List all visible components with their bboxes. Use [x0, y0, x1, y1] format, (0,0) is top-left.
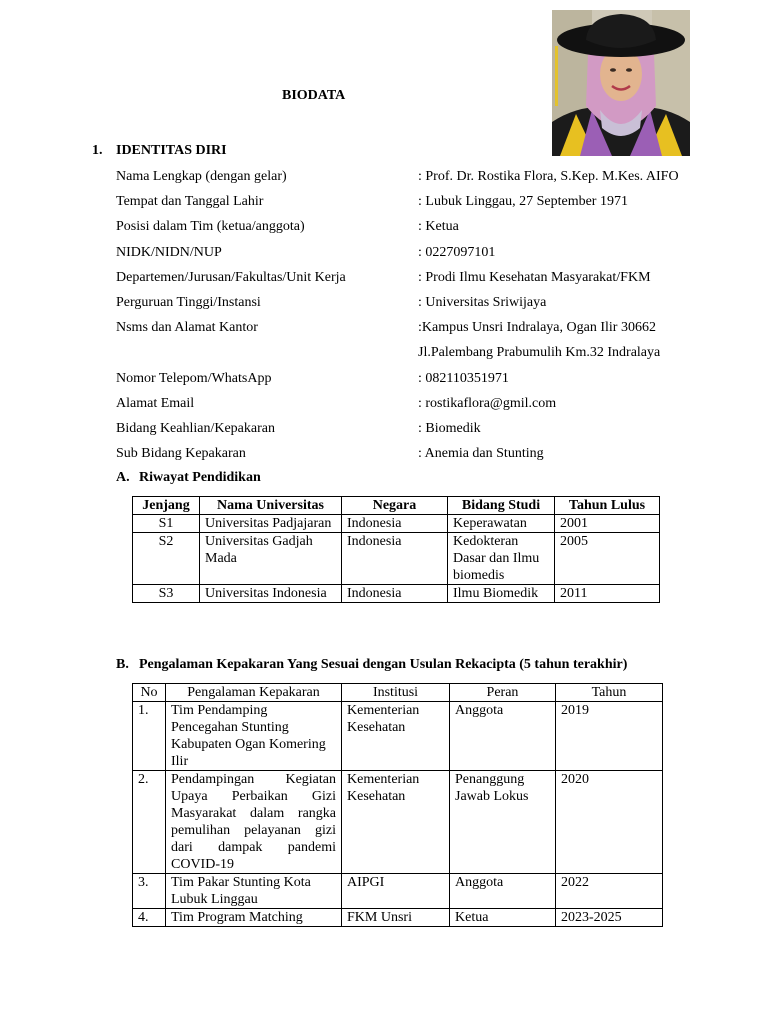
cell-field: Kedokteran Dasar dan Ilmu biomedis [448, 533, 555, 585]
cell-institution: FKM Unsri [342, 909, 450, 927]
cell-country: Indonesia [342, 533, 448, 585]
cell-experience: Pendampingan Kegiatan Upaya Perbaikan Gizi Masyarakat dalam rangka pemulihan pelayanan gizi dari dampak pandemi COVID-19 [166, 771, 342, 874]
identity-label: Perguruan Tinggi/Instansi [116, 295, 261, 310]
identity-value: : Ketua [418, 219, 459, 234]
identity-label: Nomor Telepom/WhatsApp [116, 371, 272, 386]
identity-label: Departemen/Jurusan/Fakultas/Unit Kerja [116, 270, 346, 285]
header-bidang-studi: Bidang Studi [448, 497, 555, 515]
education-header-row [133, 497, 660, 515]
cell-role: Penanggung Jawab Lokus [450, 771, 556, 874]
cell-university: Universitas Padjajaran [200, 515, 342, 533]
table-row [133, 585, 660, 603]
header-nama-universitas: Nama Universitas [200, 497, 342, 515]
cell-experience: Tim Pakar Stunting Kota Lubuk Linggau [166, 874, 342, 909]
table-row [133, 702, 663, 771]
identity-label: Nsms dan Alamat Kantor [116, 320, 258, 335]
experience-table [132, 683, 663, 927]
cell-year: 2023-2025 [556, 909, 663, 927]
cell-institution: Kementerian Kesehatan [342, 771, 450, 874]
cell-no: 2. [133, 771, 166, 874]
cell-jenjang: S1 [133, 515, 200, 533]
portrait-illustration [552, 10, 690, 156]
identity-value: : Biomedik [418, 421, 481, 436]
section-title: IDENTITAS DIRI [116, 143, 227, 158]
identity-label: Alamat Email [116, 396, 195, 411]
identity-label: Sub Bidang Kepakaran [116, 446, 246, 461]
header-tahun: Tahun [556, 684, 663, 702]
cell-institution: Kementerian Kesehatan [342, 702, 450, 771]
cell-university: Universitas Indonesia [200, 585, 342, 603]
experience-heading [116, 657, 627, 673]
table-row [133, 874, 663, 909]
identity-label: Tempat dan Tanggal Lahir [116, 194, 264, 209]
cell-experience: Tim Pendamping Pencegahan Stunting Kabupaten Ogan Komering Ilir [166, 702, 342, 771]
cell-role: Ketua [450, 909, 556, 927]
identity-value: : 082110351971 [418, 371, 509, 386]
header-negara: Negara [342, 497, 448, 515]
table-row [133, 515, 660, 533]
identity-label: NIDK/NIDN/NUP [116, 245, 222, 260]
header-institusi: Institusi [342, 684, 450, 702]
profile-photo [552, 10, 690, 156]
identity-value: : Prodi Ilmu Kesehatan Masyarakat/FKM [418, 270, 651, 285]
cell-year: 2022 [556, 874, 663, 909]
table-row [133, 533, 660, 585]
education-heading [116, 470, 261, 486]
identity-label: Nama Lengkap (dengan gelar) [116, 169, 287, 184]
cell-jenjang: S2 [133, 533, 200, 585]
section-identity-heading [92, 143, 227, 159]
cell-field: Ilmu Biomedik [448, 585, 555, 603]
identity-value: : Anemia dan Stunting [418, 446, 544, 461]
cell-no: 3. [133, 874, 166, 909]
section-number: 1. [92, 143, 103, 158]
cell-year: 2011 [555, 585, 660, 603]
cell-year: 2019 [556, 702, 663, 771]
header-pengalaman: Pengalaman Kepakaran [166, 684, 342, 702]
identity-value: : Universitas Sriwijaya [418, 295, 547, 310]
cell-year: 2001 [555, 515, 660, 533]
education-title: Riwayat Pendidikan [139, 470, 261, 485]
header-no: No [133, 684, 166, 702]
cell-institution: AIPGI [342, 874, 450, 909]
identity-value: :Kampus Unsri Indralaya, Ogan Ilir 30662 [418, 320, 656, 335]
table-row [133, 909, 663, 927]
cell-experience: Tim Program Matching [166, 909, 342, 927]
identity-label: Bidang Keahlian/Kepakaran [116, 421, 275, 436]
experience-title: Pengalaman Kepakaran Yang Sesuai dengan Usulan Rekacipta (5 tahun terakhir) [139, 657, 628, 672]
education-table [132, 496, 660, 603]
identity-value: : 0227097101 [418, 245, 496, 260]
cell-jenjang: S3 [133, 585, 200, 603]
cell-university: Universitas Gadjah Mada [200, 533, 342, 585]
page-title: BIODATA [282, 88, 346, 103]
cell-role: Anggota [450, 874, 556, 909]
cell-year: 2005 [555, 533, 660, 585]
table-row [133, 771, 663, 874]
cell-country: Indonesia [342, 515, 448, 533]
education-letter: A. [116, 470, 130, 485]
header-peran: Peran [450, 684, 556, 702]
identity-value: : rostikaflora@gmil.com [418, 396, 557, 411]
cell-country: Indonesia [342, 585, 448, 603]
identity-label: Posisi dalam Tim (ketua/anggota) [116, 219, 305, 234]
header-tahun-lulus: Tahun Lulus [555, 497, 660, 515]
cell-year: 2020 [556, 771, 663, 874]
cell-no: 1. [133, 702, 166, 771]
identity-value: Jl.Palembang Prabumulih Km.32 Indralaya [418, 345, 661, 360]
cell-field: Keperawatan [448, 515, 555, 533]
identity-value: : Lubuk Linggau, 27 September 1971 [418, 194, 628, 209]
experience-header-row [133, 684, 663, 702]
experience-letter: B. [116, 657, 129, 672]
header-jenjang: Jenjang [133, 497, 200, 515]
cell-no: 4. [133, 909, 166, 927]
cell-role: Anggota [450, 702, 556, 771]
identity-value: : Prof. Dr. Rostika Flora, S.Kep. M.Kes. AIFO [418, 169, 679, 184]
